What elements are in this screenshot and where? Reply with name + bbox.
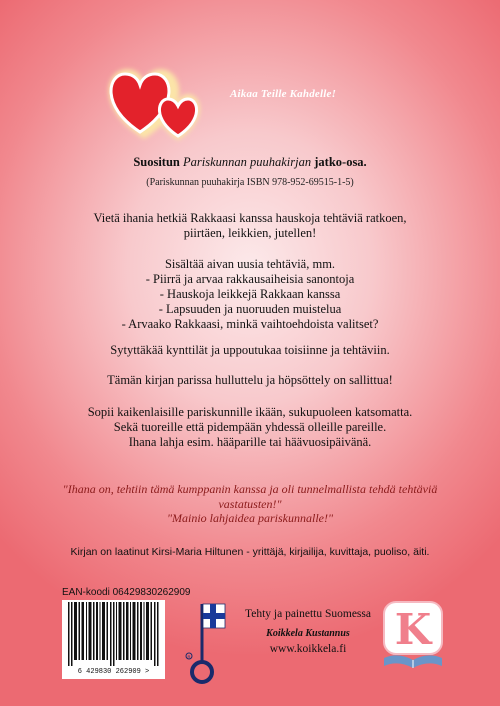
isbn-note: (Pariskunnan puuhakirja ISBN 978-952-69515-1-5) [146,177,354,188]
slogan: Aikaa Teille Kahdelle! [230,88,337,100]
testimonial-line: vastatusten!" [218,496,282,511]
made-in-finland: Tehty ja painettu Suomessa [245,608,371,620]
intro-lead: Suositun [133,155,180,169]
logo-letter: K [394,605,432,654]
intro-line [0,155,500,170]
hearts-icon [100,62,210,144]
paragraph-line: Vietä ihania hetkiä Rakkaasi kanssa hauskoja tehtäviä ratkoen, [93,211,407,225]
barcode-bars [62,600,165,668]
paragraph-line: piirtäen, leikkien, jutellen! [183,226,317,240]
list-item: - Hauskoja leikkejä Rakkaan kanssa [159,287,341,301]
paragraph-1 [0,211,500,241]
list-item: - Lapsuuden ja nuoruuden muistelua [158,302,342,316]
testimonial-line: "Ihana on, tehtiin tämä kumppanin kanssa ja oli tunnelmallista tehdä tehtäviä [62,482,438,496]
paragraph-line: Ihana lahja esim. hääparille tai häävuosipäivänä. [128,435,372,449]
barcode-number: 6 429830 262909 > [77,668,150,676]
koikkela-logo-icon [380,600,446,670]
testimonials [0,482,500,526]
author-credit: Kirjan on laatinut Kirsi-Maria Hiltunen - yrittäjä, kirjailija, kuvittaja, puoliso, äiti. [70,546,430,558]
paragraph-5 [0,405,500,450]
list-item: - Piirrä ja arvaa rakkausaiheisia sanontoja [145,272,355,286]
paragraph-line: Sisältää aivan uusia tehtäviä, mm. [164,257,336,271]
ean-label: EAN-koodi 06429830262909 [62,587,191,598]
paragraph-3: Sytyttäkää kynttilät ja uppoutukaa toisiinne ja tehtäviin. [110,343,390,357]
svg-text:R: R [187,654,191,659]
intro-tail: jatko-osa. [314,155,367,169]
publisher-name: Koikkela Kustannus [266,628,350,639]
intro-title: Pariskunnan puuhakirjan [183,155,312,169]
publisher-website[interactable]: www.koikkela.fi [269,643,347,655]
paragraph-line: Sekä tuoreille että pidempään yhdessä olleille pareille. [113,420,387,434]
testimonial-line: "Mainio lahjaidea pariskunnalle!" [166,511,334,525]
paragraph-line: Sopii kaikenlaisille pariskunnille ikään, sukupuoleen katsomatta. [87,405,413,419]
finnish-flag-key-icon [183,598,227,686]
list-item: - Arvaako Rakkaasi, minkä vaihtoehdoista valitset? [121,317,379,331]
paragraph-2 [0,257,500,332]
paragraph-4: Tämän kirjan parissa hulluttelu ja höpsöttely on sallittua! [107,373,393,387]
